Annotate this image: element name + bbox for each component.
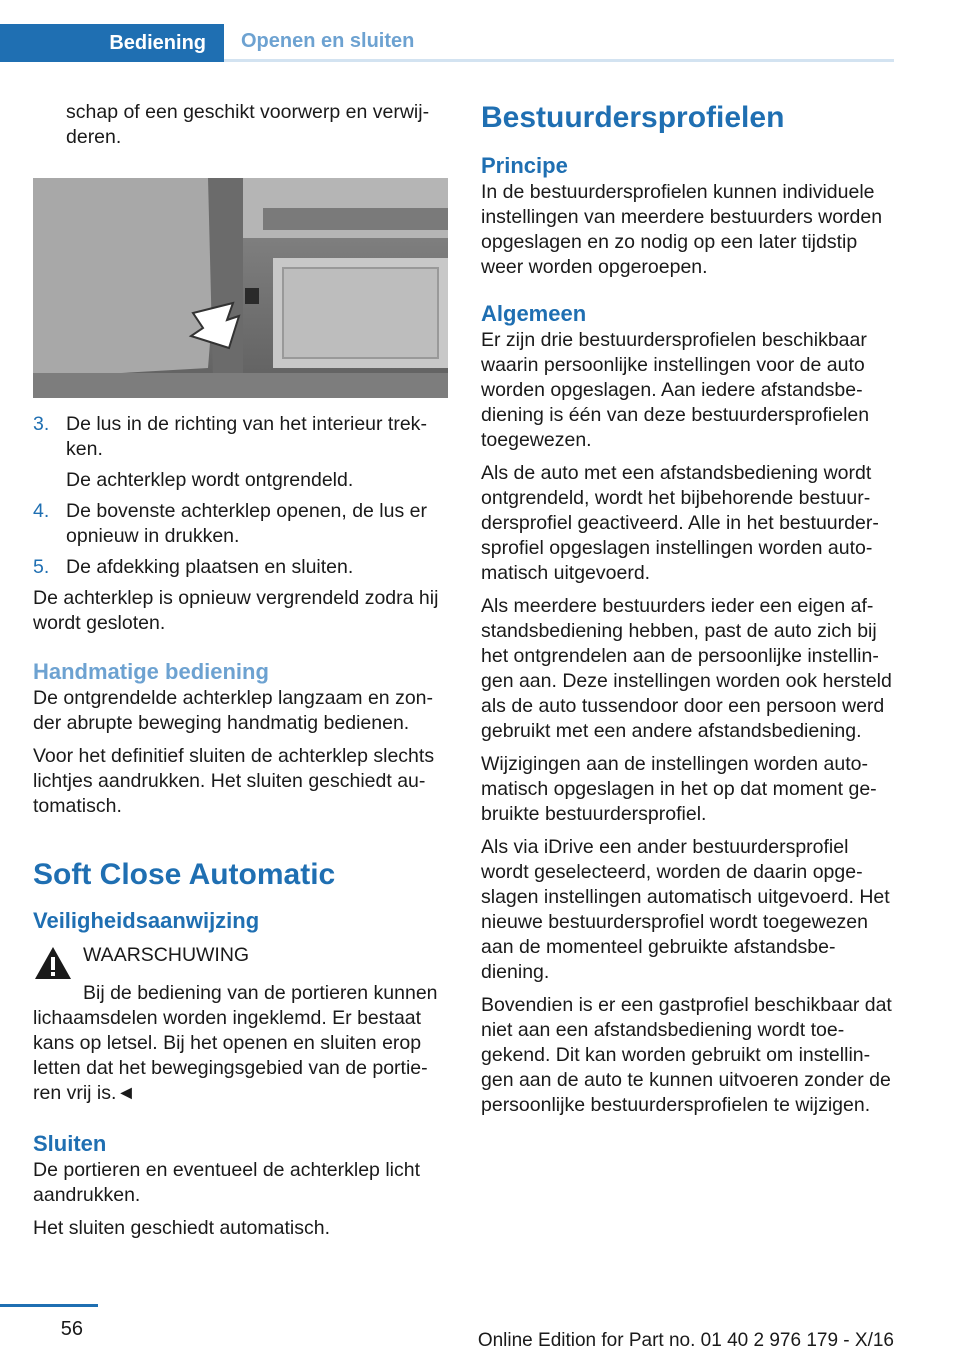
safety-heading: Veiligheidsaanwijzing [33, 908, 260, 933]
edition-footer: Online Edition for Part no. 01 40 2 976 179 - X/16 [477, 1330, 894, 1351]
trunk-photo [33, 178, 448, 398]
manual-paragraph-1: De ontgrendelde achterklep langzaam en zonder abrupte beweging handmatig bedienen. [33, 687, 434, 734]
tab-bediening[interactable]: Bediening [0, 24, 224, 62]
left-column [33, 100, 448, 1249]
warning-triangle-icon [33, 945, 73, 981]
page-number: 56 [60, 1318, 83, 1340]
intro-text: schap of een geschikt voorwerp en verwijderen. [66, 101, 430, 148]
general-paragraph-4: Wijzigingen aan de instellingen worden automatisch opgeslagen in het op dat moment gebruikte bestuurdersprofiel. [481, 753, 877, 825]
general-paragraph-2: Als de auto met een afstandsbediening wordt ontgrendeld, wordt het bijbehorende bestuurdersprofiel geactiveerd. Alle in het bestuurdersprofiel opgeslagen instellingen worden automatisch uitgevoerd. [481, 462, 879, 584]
principle-paragraph: In de bestuurdersprofielen kunnen individuele instellingen van meerdere bestuurders worden opgeslagen en zo nodig op een later tijdstip weer worden opgeroepen. [481, 181, 883, 278]
close-paragraph-1: De portieren en eventueel de achterklep licht aandrukken. [33, 1159, 420, 1206]
warning-block [33, 943, 448, 983]
tab-openen-en-sluiten[interactable]: Openen en sluiten [224, 24, 894, 62]
list-item [33, 412, 448, 493]
step-text: De lus in de richting van het interieur trekken. [66, 413, 427, 460]
general-paragraph-1: Er zijn drie bestuurdersprofielen beschikbaar waarin persoonlijke instellingen voor de auto worden opgeslagen. Aan iedere afstandsbediening is één van deze bestuurdersprofielen toegewezen. [481, 329, 870, 451]
general-paragraph-6: Bovendien is er een gastprofiel beschikbaar dat niet aan een afstandsbediening wordt toegekend. Dit kan worden gebruikt om instellingen aan de auto te kunnen uitvoeren zonder de persoonlijke bestuurdersprofielen te wijzigen. [481, 994, 892, 1116]
warning-text: Bij de bediening van de portieren kunnen lichaamsdelen worden ingeklemd. Er bestaat kans op letsel. Bij het openen en sluiten erop letten dat het bewegingsgebied van de portieren vrij is.◄ [33, 982, 438, 1104]
step-number: 5. [33, 556, 50, 578]
step-extra: De achterklep wordt ontgrendeld. [66, 469, 354, 491]
step-number: 3. [33, 413, 50, 435]
manual-heading: Handmatige bediening [33, 659, 269, 684]
principle-heading: Principe [481, 153, 568, 178]
warning-title: WAARSCHUWING [83, 944, 250, 966]
close-paragraph-2: Het sluiten geschiedt automatisch. [33, 1217, 330, 1239]
page-section-title: Bestuurdersprofielen [481, 101, 785, 134]
general-paragraph-3: Als meerdere bestuurders ieder een eigen afstandsbediening hebben, past de auto zich bij het ontgrendelen aan de persoonlijke instellingen aan. Deze instellingen worden ook hersteld als de auto tussendoor door een persoon werd gebruikt met een andere afstandsbediening. [481, 595, 892, 742]
general-paragraph-5: Als via iDrive een ander bestuurdersprofiel wordt geselecteerd, worden de daarin opgeslagen instellingen automatisch uitgevoerd. Het nieuwe bestuurdersprofiel wordt toegewezen aan de momenteel gebruikte afstandsbediening. [481, 836, 890, 983]
manual-paragraph-2: Voor het definitief sluiten de achterklep slechts lichtjes aandrukken. Het sluiten geschiedt automatisch. [33, 745, 435, 817]
step-text: De bovenste achterklep openen, de lus er opnieuw in drukken. [66, 500, 427, 547]
close-heading: Sluiten [33, 1131, 107, 1156]
after-steps-text: De achterklep is opnieuw vergrendeld zodra hij wordt gesloten. [33, 587, 439, 634]
list-item [33, 555, 448, 580]
list-item [33, 499, 448, 549]
footer-divider [0, 1304, 98, 1307]
general-heading: Algemeen [481, 301, 587, 326]
soft-close-heading: Soft Close Automatic [33, 858, 336, 891]
step-text: De afdekking plaatsen en sluiten. [66, 556, 354, 578]
step-number: 4. [33, 500, 50, 522]
right-column [481, 100, 896, 1126]
